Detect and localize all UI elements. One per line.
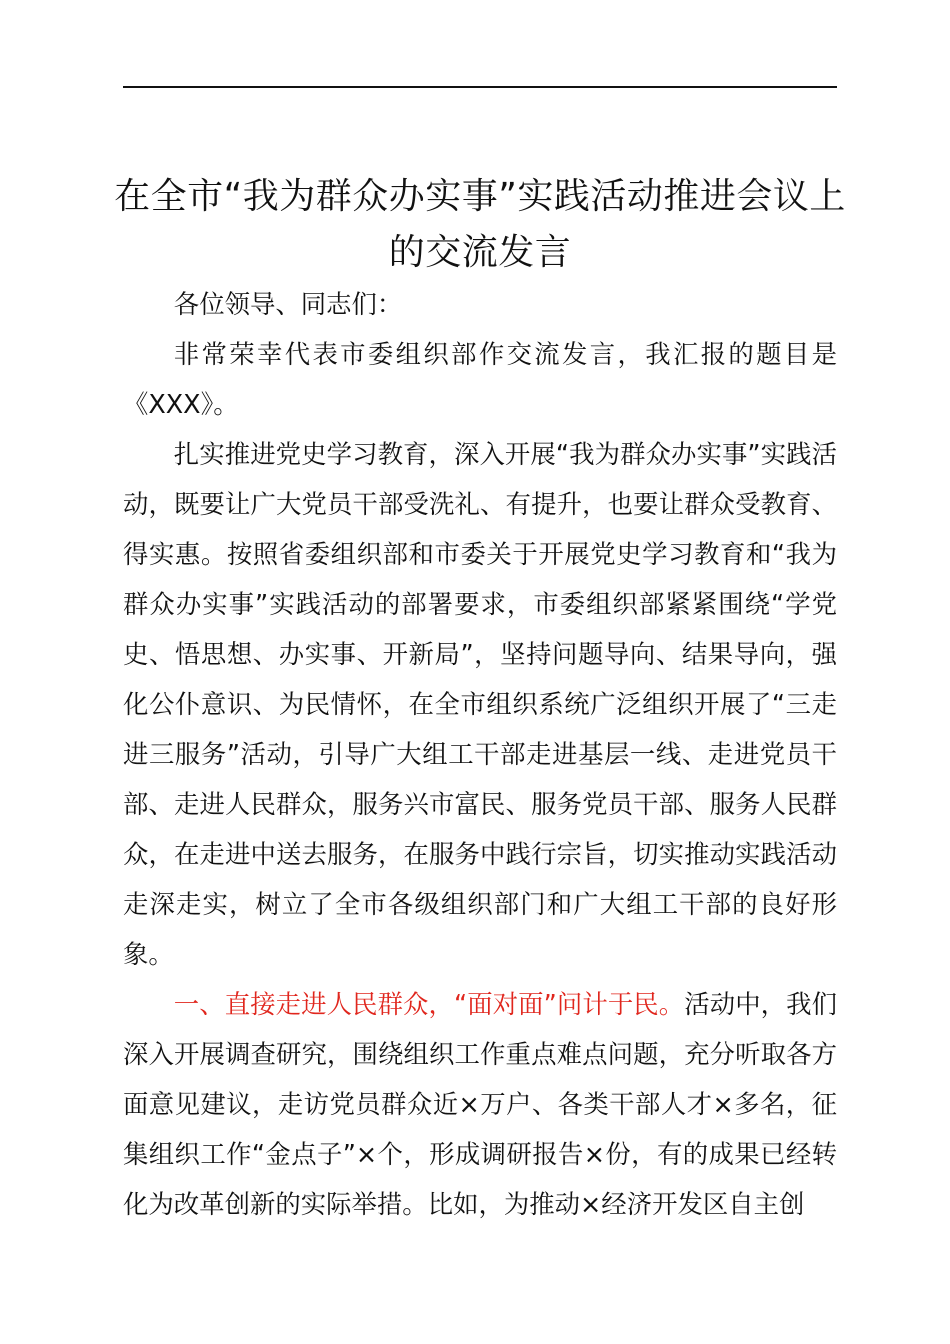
header-rule [123, 86, 837, 88]
section-one-text: 活动中，我们深入开展调查研究，围绕组织工作重点难点问题，充分听取各方面意见建议，走访党员群众近×万户、各类干部人才×多名，征集组织工作“金点子”×个，形成调研报告×份，有的成果已经转化为改革创新的实际举措。比如，为推动×经济开发区自主创 [123, 989, 838, 1219]
paragraph-section-one [123, 979, 837, 1229]
section-one-heading: 一、直接走进人民群众，“面对面”问计于民。 [173, 989, 685, 1019]
document-title [100, 169, 860, 281]
title-line-2: 的交流发言 [388, 232, 572, 274]
title-line-1: 在全市“我为群众办实事”实践活动推进会议上 [114, 176, 846, 218]
document-body [123, 279, 837, 1229]
salutation: 各位领导、同志们： [173, 289, 403, 319]
paragraph-intro: 非常荣幸代表市委组织部作交流发言，我汇报的题目是《XXX》。 [123, 339, 837, 419]
paragraph-overview: 扎实推进党史学习教育，深入开展“我为群众办实事”实践活动，既要让广大党员干部受洗礼、有提升，也要让群众受教育、得实惠。按照省委组织部和市委关于开展党史学习教育和“我为群众办实事”实践活动的部署要求，市委组织部紧紧围绕“学党史、悟思想、办实事、开新局”，坚持问题导向、结果导向，强化公仆意识、为民情怀，在全市组织系统广泛组织开展了“三走进三服务”活动，引导广大组工干部走进基层一线、走进党员干部、走进人民群众，服务兴市富民、服务党员干部、服务人民群众，在走进中送去服务，在服务中践行宗旨，切实推动实践活动走深走实，树立了全市各级组织部门和广大组工干部的良好形象。 [123, 439, 837, 969]
